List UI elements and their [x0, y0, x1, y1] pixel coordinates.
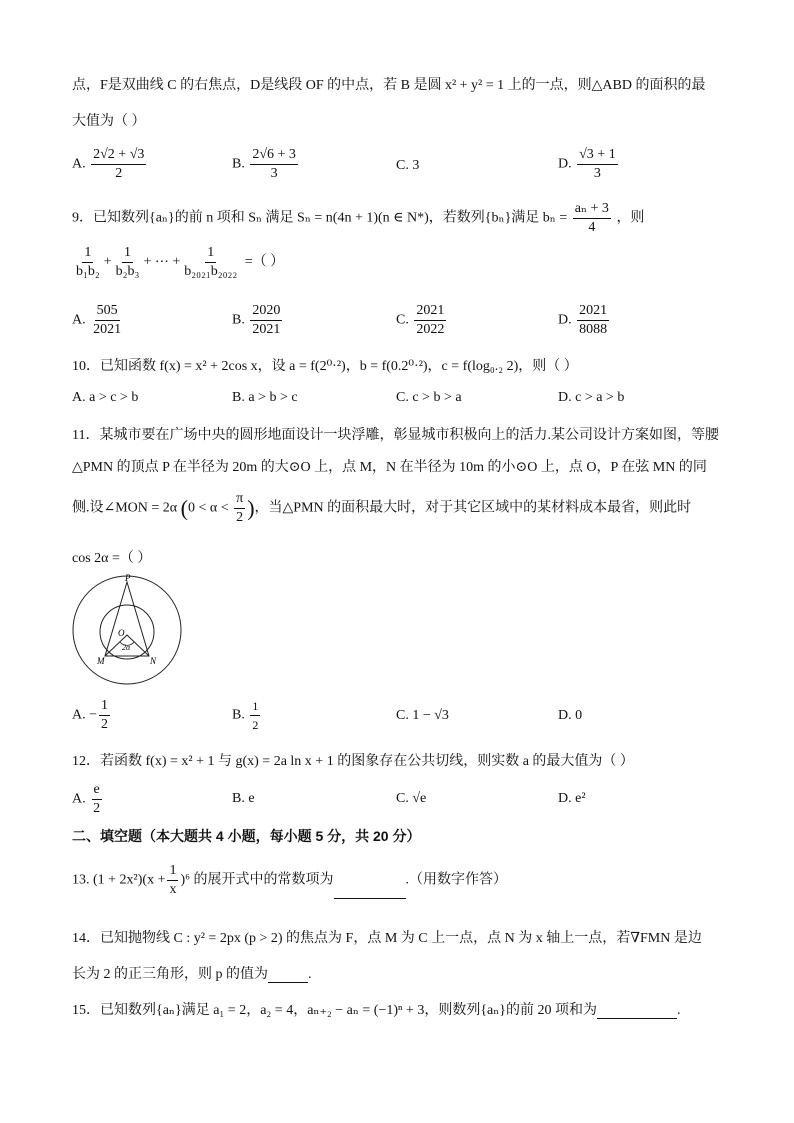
q9-option-d: D. $\frac{2021}{8088}$ [558, 303, 608, 337]
q11-circle-figure [70, 572, 186, 688]
q10-option-d: D. c > a > b [558, 390, 625, 405]
q9-line1: 9．已知数列{aₙ}的前 n 项和 Sₙ 满足 Sₙ = n(4n + 1)(n ∈ N*)，若数列{bₙ}满足 bₙ = $\frac{\text{aₙ + 3}}{4}$ ，则 [72, 201, 645, 235]
q8-line2: 大值为（ ） [72, 114, 146, 129]
q11-option-c: C. 1 − √3 [396, 708, 449, 723]
label-angle: 2α [122, 643, 131, 652]
q8-line1: 点，F是双曲线 C 的右焦点，D是线段 OF 的中点，若 B 是圆 x² + y² = 1 上的一点，则△ABD 的面积的最 [72, 78, 706, 93]
label-n: N [150, 656, 157, 666]
q14-line1: 14．已知抛物线 C : y² = 2px (p > 2) 的焦点为 F，点 M 为 C 上一点，点 N 为 x 轴上一点，若∇FMN 是边 [72, 931, 702, 946]
q11-line3: 侧.设∠MON = 2α (0 < α < $\frac{\pi}{2}$ )，当△PMN 的面积最大时，对于其它区域中的某材料成本最省，则此时 [72, 491, 692, 525]
q10-option-c: C. c > b > a [396, 390, 462, 405]
q10-option-b: B. a > b > c [232, 390, 298, 405]
label-p: P [125, 573, 131, 583]
q11-line2: △PMN 的顶点 P 在半径为 20m 的大⊙O 上，点 M，N 在半径为 10m 的小⊙O 上，点 O，P 在弦 MN 的同 [72, 460, 707, 475]
q11-option-d: D. 0 [558, 708, 583, 723]
q12-option-c: C. √e [396, 791, 427, 806]
q9-option-b: B. $\frac{2020}{2021}$ [232, 303, 281, 337]
q9-option-a: A. $\frac{505}{2021}$ [72, 303, 122, 337]
q14-answer-blank[interactable] [268, 982, 308, 983]
q15-answer-blank[interactable] [597, 1018, 677, 1019]
q8-option-d: D. $\frac{√3 + 1}{3}$ [558, 147, 616, 181]
label-m: M [97, 656, 105, 666]
q13-line1: 13. (1 + 2x²)(x + $\frac{1}{x}$ )⁶ 的展开式中的常数项为 .（用数字作答） [72, 863, 508, 897]
outer-circle [73, 576, 181, 684]
q8-option-c: C. 3 [396, 158, 420, 173]
q10-line1: 10．已知函数 f(x) = x² + 2cos x，设 a = f(2⁰·²)，b = f(0.2⁰·²)，c = f(log₀.₂ 2)，则（ ） [72, 359, 578, 374]
q11-option-b: B. $\frac{1}{2}$ [232, 699, 259, 732]
q13-answer-blank[interactable] [334, 898, 406, 899]
q12-option-d: D. e² [558, 791, 586, 806]
label-o: O [118, 628, 125, 638]
q10-option-a: A. a > c > b [72, 390, 139, 405]
q15-line1: 15．已知数列{aₙ}满足 a₁ = 2，a₂ = 4，aₙ₊₂ − aₙ = (−1)ⁿ + 3，则数列{aₙ}的前 20 项和为 . [72, 1003, 681, 1018]
q14-line2: 长为 2 的正三角形，则 p 的值为 . [72, 967, 312, 982]
q11-line1: 11．某城市要在广场中央的圆形地面设计一块浮雕，彰显城市积极向上的活力.某公司设计方案如图，等腰 [72, 428, 719, 443]
q12-option-b: B. e [232, 791, 255, 806]
q9-sum-expression: $\frac{1}{\text{b₁b₂}}$ + $\frac{1}{\text{b₂b₃}}$ + ⋯ + $\frac{1}{\text{b₂₀₂₁b₂₀₂₂}}$ =（ ） [76, 245, 285, 279]
q12-option-a: A. $\frac{e}{2}$ [72, 782, 101, 816]
q8-option-b: B. $\frac{2√6 + 3}{3}$ [232, 147, 296, 181]
q12-line1: 12．若函数 f(x) = x² + 1 与 g(x) = 2a ln x + 1 的图象存在公共切线，则实数 a 的最大值为（ ） [72, 754, 634, 769]
q8-option-a: A. $\frac{2√2 + √3}{2}$ [72, 147, 145, 181]
q11-option-a: A. − $\frac{1}{2}$ [72, 698, 109, 732]
q9-option-c: C. $\frac{2021}{2022}$ [396, 303, 445, 337]
section-fill-in-title: 二、填空题（本大题共 4 小题，每小题 5 分，共 20 分） [72, 828, 421, 844]
q11-line4: cos 2α =（ ） [72, 551, 152, 566]
